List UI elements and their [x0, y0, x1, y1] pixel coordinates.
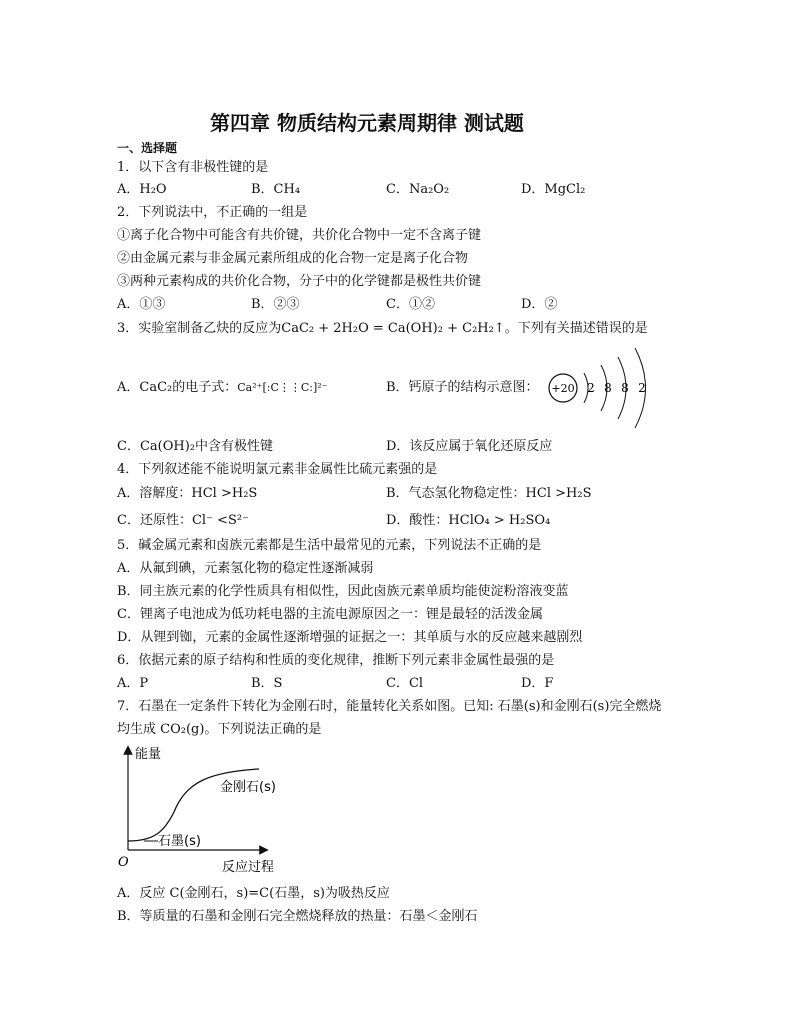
- q3-option-a-label: A．CaC₂的电子式：: [117, 380, 238, 395]
- q1-option-c[interactable]: C．Na₂O₂: [386, 182, 450, 197]
- q6-option-c[interactable]: C．Cl: [386, 676, 424, 691]
- graphite-label: 石墨(s): [158, 834, 201, 849]
- q4-option-a[interactable]: A．溶解度：HCl >H₂S: [117, 486, 258, 501]
- q4-option-d[interactable]: D．酸性：HClO₄ > H₂SO₄: [386, 513, 551, 528]
- q4-option-c[interactable]: C．还原性：Cl⁻ <S²⁻: [117, 513, 249, 528]
- y-axis-label: 能量: [135, 747, 162, 762]
- q6-option-b[interactable]: B．S: [251, 676, 283, 691]
- shell-3-electrons: 8: [621, 381, 629, 395]
- question-7-stem-line-1: 7．石墨在一定条件下转化为金刚石时，能量转化关系如图。已知: 石墨(s)和金刚石(s)完全燃烧: [117, 699, 662, 714]
- q3-electron-formula: Ca²⁺[:C⋮⋮C:]²⁻: [237, 381, 328, 394]
- q2-option-b[interactable]: B．②③: [251, 297, 300, 312]
- x-axis-label: 反应过程: [222, 860, 275, 875]
- q2-statement-1: ①离子化合物中可能含有共价键，共价化合物中一定不含离子键: [117, 228, 482, 243]
- question-2-stem: 2．下列说法中，不正确的一组是: [117, 205, 308, 220]
- question-7-stem-line-2: 均生成 CO₂(g)。下列说法正确的是: [117, 722, 322, 737]
- q5-option-c[interactable]: C．锂离子电池成为低功耗电器的主流电源原因之一：锂是最轻的活泼金属: [117, 607, 543, 622]
- q3-option-a[interactable]: [117, 381, 327, 394]
- question-6-stem: 6．依据元素的原子结构和性质的变化规律，推断下列元素非金属性最强的是: [117, 653, 555, 668]
- shell-2-electrons: 8: [604, 381, 612, 395]
- q2-option-c[interactable]: C．①②: [386, 297, 435, 312]
- q5-option-b[interactable]: B．同主族元素的化学性质具有相似性，因此卤族元素单质均能使淀粉溶液变蓝: [117, 584, 569, 599]
- q2-option-a[interactable]: A．①③: [117, 297, 166, 312]
- nucleus-charge: +20: [551, 382, 575, 395]
- shell-1-electrons: 2: [587, 381, 595, 395]
- shell-4-electrons: 2: [638, 381, 646, 395]
- question-4-stem: 4．下列叙述能不能说明氯元素非金属性比硫元素强的是: [117, 462, 438, 477]
- q7-option-b[interactable]: B．等质量的石墨和金刚石完全燃烧释放的热量：石墨＜金刚石: [117, 909, 478, 924]
- q3-option-c[interactable]: C．Ca(OH)₂中含有极性键: [117, 439, 273, 454]
- q1-option-b[interactable]: B．CH₄: [251, 182, 301, 197]
- q6-option-a[interactable]: A．P: [117, 676, 149, 691]
- q4-option-b[interactable]: B．气态氢化物稳定性：HCl >H₂S: [386, 486, 592, 501]
- question-3-stem: 3．实验室制备乙炔的反应为CaC₂ + 2H₂O = Ca(OH)₂ + C₂H₂↑。下列有关描述错误的是: [117, 321, 648, 336]
- question-1-stem: 1．以下含有非极性键的是: [117, 160, 269, 175]
- q1-option-d[interactable]: D．MgCl₂: [521, 182, 586, 197]
- origin-label: O: [118, 855, 129, 870]
- q5-option-a[interactable]: A．从氟到碘，元素氢化物的稳定性逐渐减弱: [117, 561, 374, 576]
- q1-option-a[interactable]: A．H₂O: [117, 182, 167, 197]
- energy-diagram: [114, 742, 314, 880]
- q2-statement-3: ③两种元素构成的共价化合物，分子中的化学键都是极性共价键: [117, 274, 482, 289]
- question-5-stem: 5．碱金属元素和卤族元素都是生活中最常见的元素，下列说法不正确的是: [117, 538, 542, 553]
- q6-option-d[interactable]: D．F: [521, 676, 554, 691]
- q7-option-a[interactable]: A．反应 C(金刚石，s)=C(石墨，s)为吸热反应: [117, 886, 390, 901]
- calcium-atom-structure-diagram: [540, 342, 660, 434]
- q2-option-d[interactable]: D．②: [521, 297, 558, 312]
- diamond-label: 金刚石(s): [220, 780, 276, 795]
- q3-option-d[interactable]: D．该反应属于氧化还原反应: [386, 439, 553, 454]
- q2-statement-2: ②由金属元素与非金属元素所组成的化合物一定是离子化合物: [117, 251, 469, 266]
- page-title: 第四章 物质结构元素周期律 测试题: [210, 111, 524, 135]
- q3-option-b[interactable]: B．钙原子的结构示意图：: [386, 380, 539, 395]
- section-heading: 一、选择题: [117, 141, 178, 155]
- q5-option-d[interactable]: D．从锂到铷，元素的金属性逐渐增强的证据之一：其单质与水的反应越来越剧烈: [117, 630, 583, 645]
